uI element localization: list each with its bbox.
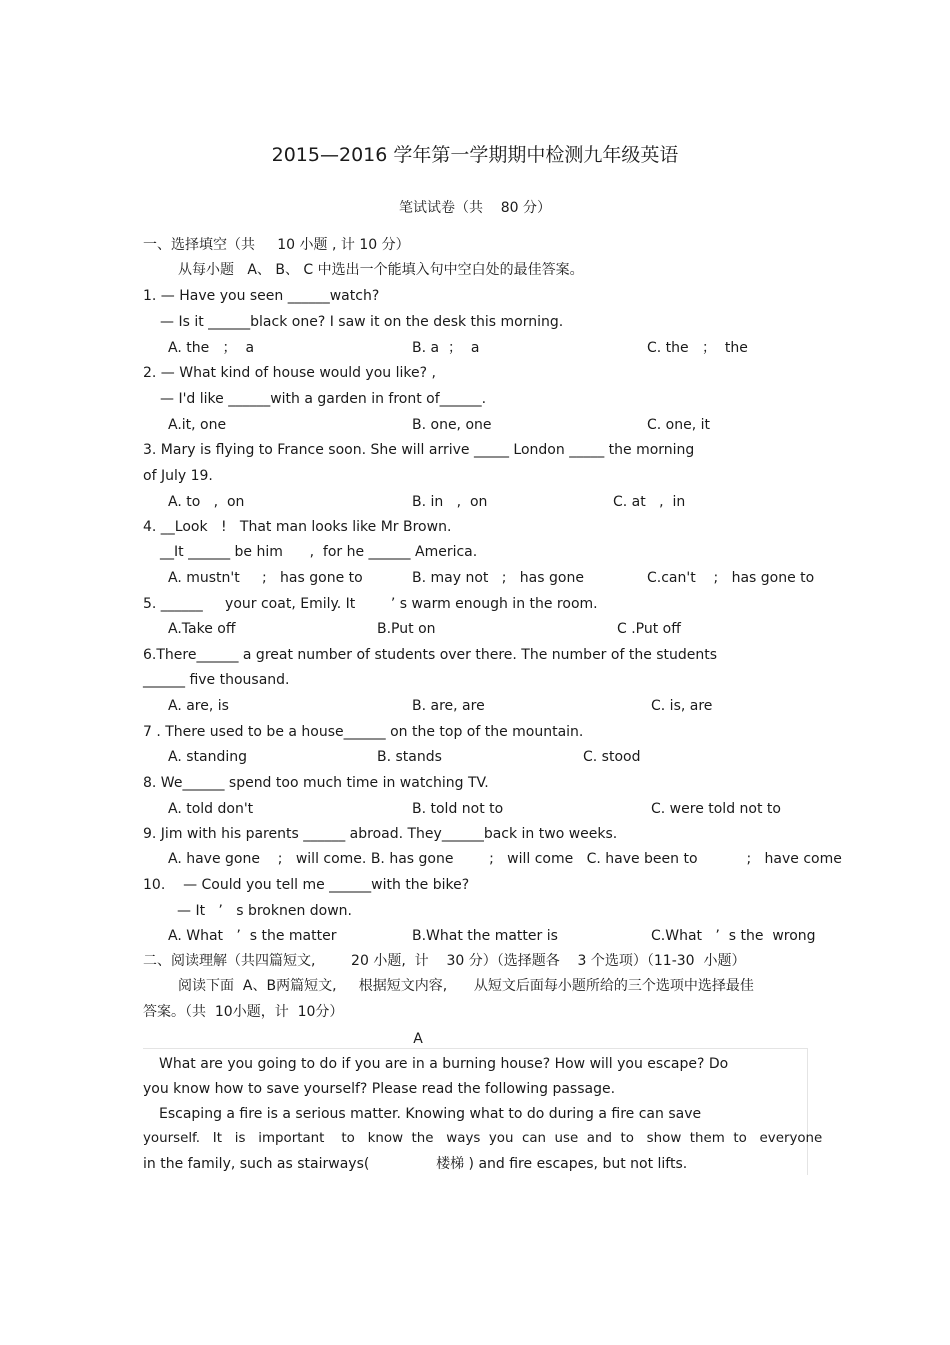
question-3-stem-line2: of July 19. xyxy=(143,468,213,484)
question-6-stem: 6.There______ a great number of students over there. The number of the students xyxy=(143,647,718,663)
question-9-options: A. have gone ; will come. B. has gone ; will come C. have been to ; have come xyxy=(168,851,842,867)
question-7-option-c: C. stood xyxy=(583,749,641,765)
question-4-option-a: A. mustn't ; has gone to xyxy=(168,570,363,586)
section-2-instruction-line2: 答案。（共 10小题，计 10分） xyxy=(143,1004,344,1020)
question-4-option-c: C.can't ; has gone to xyxy=(647,570,815,586)
passage-a-label: A xyxy=(413,1031,423,1047)
question-6-option-a: A. are, is xyxy=(168,698,229,714)
question-4-stem-line2: __It ______ be him , for he ______ America. xyxy=(160,544,478,560)
section-1-heading: 一、选择填空（共 10 小题 , 计 10 分） xyxy=(143,237,410,253)
question-8-option-b: B. told not to xyxy=(412,801,504,817)
question-1-option-a: A. the ； a xyxy=(168,340,255,356)
question-7-option-b: B. stands xyxy=(377,749,442,765)
question-3-option-a: A. to , on xyxy=(168,494,245,510)
question-2-option-a: A.it, one xyxy=(168,417,227,433)
question-5-option-b: B.Put on xyxy=(377,621,436,637)
section-1-instruction: 从每小题 A、 B、 C 中选出一个能填入句中空白处的最佳答案。 xyxy=(178,262,584,278)
question-2-option-b: B. one, one xyxy=(412,417,492,433)
question-10-option-a: A. What ’ s the matter xyxy=(168,928,337,944)
question-7-option-a: A. standing xyxy=(168,749,248,765)
exam-title: 2015—2016 学年第一学期期中检测九年级英语 xyxy=(271,144,679,166)
question-1-option-c: C. the ； the xyxy=(647,340,748,356)
question-2-stem-line2: — I'd like ______with a garden in front of______. xyxy=(160,391,487,407)
question-8-option-c: C. were told not to xyxy=(651,801,781,817)
passage-line-4: yourself. It is important to know the ways you can use and to show them to everyone xyxy=(143,1131,823,1146)
question-10-option-c: C.What ’ s the wrong xyxy=(651,928,816,944)
question-6-option-c: C. is, are xyxy=(651,698,713,714)
question-10-stem-line2: — It ’ s broknen down. xyxy=(177,903,353,919)
question-3-stem: 3. Mary is flying to France soon. She will arrive _____ London _____ the morning xyxy=(143,442,695,458)
question-5-option-a: A.Take off xyxy=(168,621,236,637)
question-3-option-b: B. in , on xyxy=(412,494,488,510)
question-4-option-b: B. may not ; has gone xyxy=(412,570,584,586)
question-8-stem: 8. We______ spend too much time in watching TV. xyxy=(143,775,489,791)
question-5-option-c: C .Put off xyxy=(617,621,681,637)
passage-line-3: Escaping a fire is a serious matter. Knowing what to do during a fire can save xyxy=(159,1106,702,1122)
question-1-option-b: B. a ； a xyxy=(412,340,480,356)
exam-subtitle: 笔试试卷（共 80 分） xyxy=(398,200,552,216)
passage-line-1: What are you going to do if you are in a burning house? How will you escape? Do xyxy=(159,1056,729,1072)
section-2-heading: 二、阅读理解（共四篇短文, 20 小题, 计 30 分）（选择题各 3 个选项）（11-30 小题） xyxy=(143,953,746,969)
passage-line-5: in the family, such as stairways( 楼梯 ) and fire escapes, but not lifts. xyxy=(143,1156,688,1172)
passage-line-2: you know how to save yourself? Please read the following passage. xyxy=(143,1081,616,1097)
question-1-stem: 1. — Have you seen ______watch? xyxy=(143,288,380,304)
question-6-stem-line2: ______ five thousand. xyxy=(143,672,290,688)
question-2-stem: 2. — What kind of house would you like? , xyxy=(143,365,436,381)
section-2-instruction: 阅读下面 A、B两篇短文, 根据短文内容, 从短文后面每小题所给的三个选项中选择最佳 xyxy=(178,978,754,994)
question-10-stem: 10. — Could you tell me ______with the bike? xyxy=(143,877,470,893)
question-4-stem: 4. __Look ! That man looks like Mr Brown. xyxy=(143,519,452,535)
question-2-option-c: C. one, it xyxy=(647,417,711,433)
question-1-stem-line2: — Is it ______black one? I saw it on the desk this morning. xyxy=(160,314,564,330)
question-8-option-a: A. told don't xyxy=(168,801,254,817)
question-5-stem: 5. ______ your coat, Emily. It ’ s warm enough in the room. xyxy=(143,596,598,612)
question-9-stem: 9. Jim with his parents ______ abroad. They______back in two weeks. xyxy=(143,826,618,842)
question-3-option-c: C. at , in xyxy=(613,494,686,510)
question-6-option-b: B. are, are xyxy=(412,698,485,714)
question-10-option-b: B.What the matter is xyxy=(412,928,558,944)
question-7-stem: 7 . There used to be a house______ on the top of the mountain. xyxy=(143,724,584,740)
